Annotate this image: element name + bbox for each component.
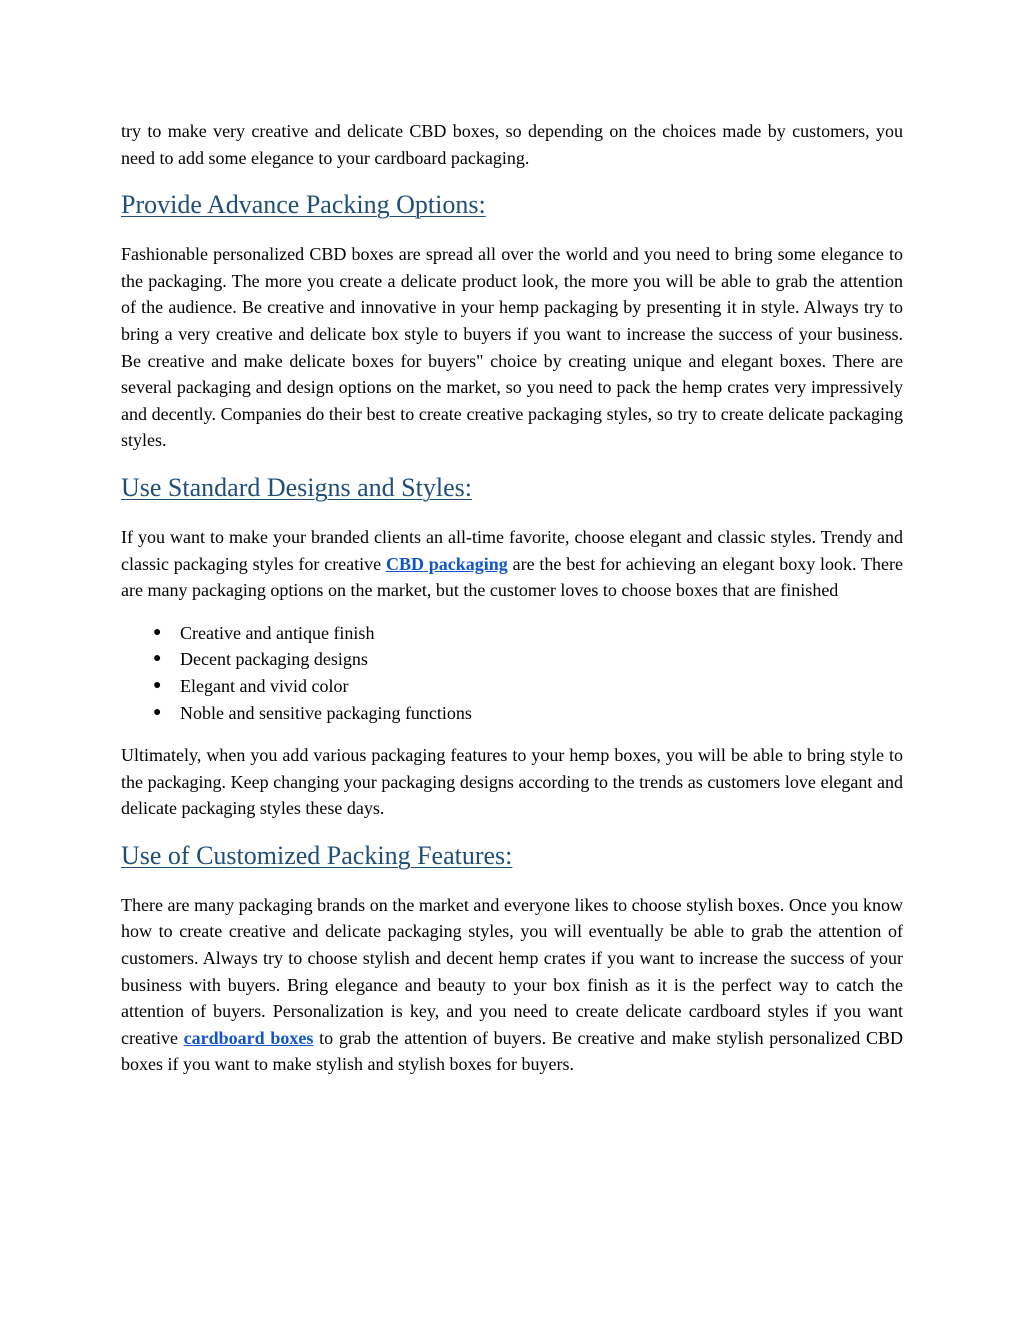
finish-bullet-list [121, 620, 903, 726]
section-heading-advance-packing: Provide Advance Packing Options: [121, 190, 486, 220]
bullet-icon: ● [153, 624, 162, 640]
intro-paragraph: try to make very creative and delicate CBD boxes, so depending on the choices made by customers, you need to add some elegance to your cardboard packaging. [121, 121, 903, 168]
document-page [121, 118, 903, 1078]
paragraph-text-before-link: If you want to make your branded clients an all-time favorite, choose elegant and classic styles. Trendy and classic packaging styles for creative [121, 526, 903, 574]
list-item [121, 620, 903, 647]
list-item [121, 673, 903, 700]
list-item-text: Decent packaging designs [180, 649, 368, 670]
list-item-text: Elegant and vivid color [180, 675, 349, 696]
section-paragraph-advance-packing: Fashionable personalized CBD boxes are spread all over the world and you need to bring some elegance to the packaging. The more you create a delicate product look, the more you will be able to grab the attention of the audience. Be creative and innovative in your hemp packaging by presenting it in style. Always try to bring a very creative and delicate box style to buyers if you want to increase the success of your business. Be creative and make delicate boxes for buyers" choice by creating unique and elegant boxes. There are several packaging and design options on the market, so you need to pack the hemp crates very impressively and decently. Companies do their best to create creative packaging styles, so try to create delicate packaging styles. [121, 244, 903, 451]
list-item-text: Noble and sensitive packaging functions [180, 702, 472, 723]
paragraph-text-after-link: to grab the attention of buyers. Be creative and make stylish personalized CBD boxes if you want to make stylish and stylish boxes for buyers. [121, 1027, 903, 1075]
cardboard-boxes-link[interactable]: cardboard boxes [183, 1027, 314, 1048]
section-heading-customized-packing: Use of Customized Packing Features: [121, 840, 513, 870]
bullet-icon: ● [153, 677, 162, 693]
paragraph-text-before-link: There are many packaging brands on the market and everyone likes to choose stylish boxes. Once you know how to create creative and delicate packaging styles, you will eventually be able to grab the attention of customers. Always try to choose stylish and decent hemp crates if you want to increase the success of your business with buyers. Bring elegance and beauty to your box finish as it is the perfect way to catch the attention of buyers. Personalization is key, and you need to create delicate cardboard styles if you want creative [121, 894, 903, 1048]
list-item [121, 700, 903, 727]
section-paragraph-customized-packing [121, 892, 903, 1078]
list-item-text: Creative and antique finish [180, 622, 375, 643]
section-paragraph-standard-designs [121, 524, 903, 604]
paragraph-text-after-link: are the best for achieving an elegant boxy look. There are many packaging options on the market, but the customer loves to choose boxes that are finished [121, 553, 903, 601]
bullet-icon: ● [153, 651, 162, 667]
bullet-icon: ● [153, 704, 162, 720]
cbd-packaging-link[interactable]: CBD packaging [385, 553, 508, 574]
section-heading-standard-designs: Use Standard Designs and Styles: [121, 472, 472, 502]
closing-paragraph-standard-designs: Ultimately, when you add various packaging features to your hemp boxes, you will be able to bring style to the packaging. Keep changing your packaging designs according to the trends as customers love elegant and delicate packaging styles these days. [121, 745, 903, 819]
list-item [121, 646, 903, 673]
